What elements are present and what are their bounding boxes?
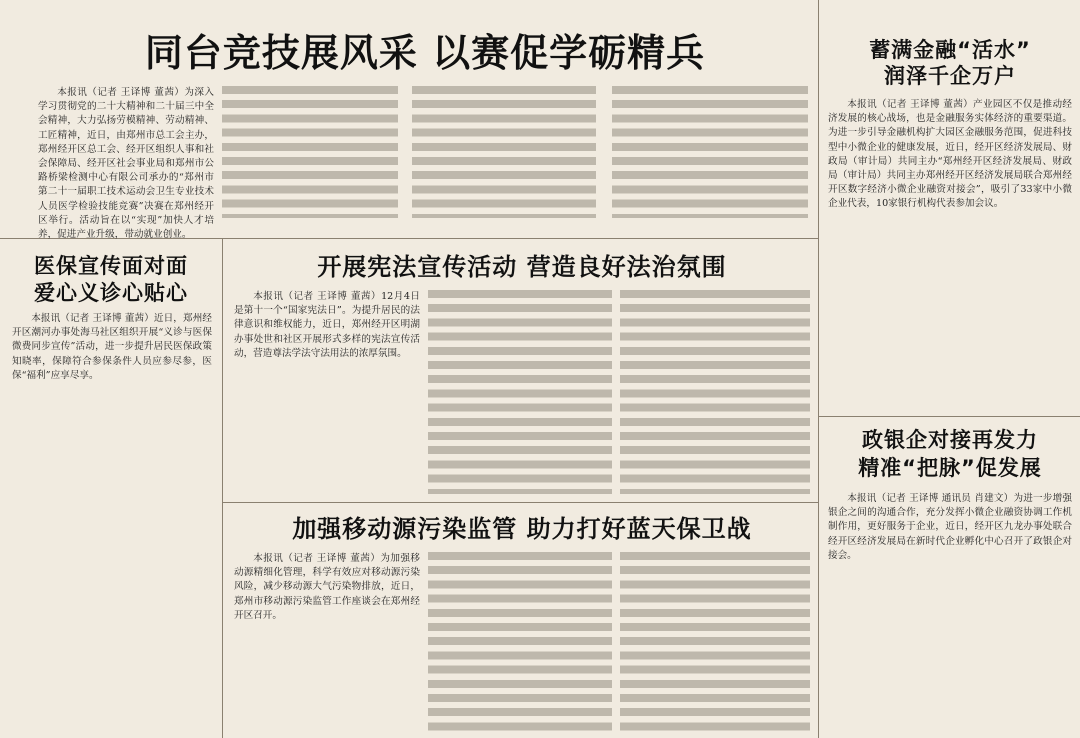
illegible-text-placeholder — [428, 290, 612, 494]
section-divider — [818, 416, 1080, 417]
headline-bank-enterprise-l1: 政银企对接再发力 — [862, 428, 1038, 452]
illegible-text-placeholder — [412, 86, 596, 218]
column-divider — [222, 238, 223, 738]
article-pollution-col3 — [620, 552, 810, 732]
section-divider — [222, 502, 818, 503]
article-bank-enterprise-lead: 本报讯（记者 王译博 通讯员 肖建文）为进一步增强银企之间的沟通合作，充分发挥小微企业融资协调工作机制作用，更好服务于企业，近日，经开区九龙办事处联合经开区经济发展局在新时代企业孵化中心召开了政银企对接会。 — [828, 493, 1072, 561]
headline-medical-l1: 医保宣传面对面 — [34, 254, 188, 278]
article-pollution-col2 — [428, 552, 612, 732]
illegible-text-placeholder — [428, 552, 612, 732]
article-constitution-lead: 本报讯（记者 王译博 董茜）12月4日是第十一个“国家宪法日”。为提升居民的法律意识和维权能力，近日，郑州经开区明湖办事处世和社区开展形式多样的宪法宣传活动，营造尊法学法守法用法的浓厚氛围。 — [234, 291, 420, 359]
headline-pollution: 加强移动源污染监管 助力打好蓝天保卫战 — [292, 515, 752, 543]
headline-finance-l2: 润泽千企万户 — [884, 64, 1016, 88]
article-competition-col1 — [38, 86, 214, 241]
headline-medical-l2: 爱心义诊心贴心 — [34, 281, 188, 305]
article-pollution-col1 — [234, 552, 420, 732]
article-constitution-col1 — [234, 290, 420, 494]
column-divider — [818, 0, 819, 738]
article-bank-enterprise-body — [828, 492, 1072, 732]
illegible-text-placeholder — [620, 290, 810, 494]
illegible-text-placeholder — [222, 86, 398, 218]
article-constitution-col2 — [428, 290, 612, 494]
article-medical-body — [12, 312, 212, 732]
illegible-text-placeholder — [620, 552, 810, 732]
headline-finance-l1: 蓄满金融“活水” — [869, 38, 1031, 62]
article-competition-lead: 本报讯（记者 王译博 董茜）为深入学习贯彻党的二十大精神和二十届三中全会精神，大力弘扬劳模精神、劳动精神、工匠精神，近日，由郑州市总工会主办，郑州经开区总工会、经开区组织人事和社会保障局、经开区社会事业局和郑州市公路桥梁检测中心有限公司承办的“郑州市第二十一届职工技术运动会卫生专业技术人员医学检验技能竞赛”决赛在郑州经开区举行。活动旨在以“实现”加快人才培养，促进产业升级，带动就业创业。 — [38, 87, 214, 241]
article-competition-col2 — [222, 86, 398, 218]
article-pollution-lead: 本报讯（记者 王译博 董茜）为加强移动源精细化管理，科学有效应对移动源污染风险，减少移动源大气污染物排放，近日，郑州市移动源污染监管工作座谈会在郑州经开区召开。 — [234, 553, 420, 621]
article-medical-lead: 本报讯（记者 王译博 董茜）近日，郑州经开区潮河办事处海马社区组织开展“义诊与医保微费同步宣传”活动，进一步提升居民医保政策知晓率，保障符合参保条件人员应参尽参，医保“福利”应享尽享。 — [12, 313, 212, 381]
headline-bank-enterprise-l2: 精准“把脉”促发展 — [858, 456, 1042, 480]
article-finance-body — [828, 98, 1072, 404]
headline-constitution: 开展宪法宣传活动 营造良好法治氛围 — [317, 253, 727, 281]
article-competition-col3 — [412, 86, 596, 218]
article-competition-col4 — [612, 86, 808, 218]
article-finance-lead: 本报讯（记者 王译博 董茜）产业园区不仅是推动经济发展的核心战场，也是金融服务实体经济的重要渠道。为进一步引导金融机构扩大园区金融服务范围，促进科技型中小微企业的健康发展，近日，经开区经济发展局、财政局（审计局）共同主办“郑州经开区经济发展局、财政局（审计局）共同主办郑州经开区经济发展局联合郑州经开区数字经济小微企业融资对接会”，吸引了33家中小微企业代表，10家银行机构代表参加会议。 — [828, 99, 1072, 210]
illegible-text-placeholder — [612, 86, 808, 218]
headline-skills-competition: 同台竞技展风采 以赛促学砺精兵 — [144, 31, 706, 75]
article-constitution-col3 — [620, 290, 810, 494]
